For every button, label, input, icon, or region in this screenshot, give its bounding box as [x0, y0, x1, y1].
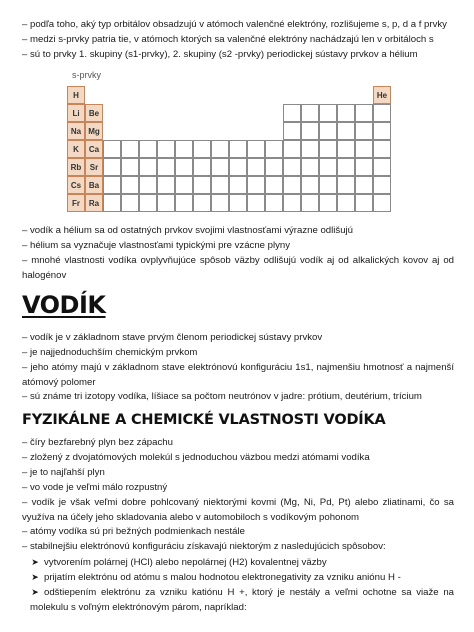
arrow-item-text: vytvorením polárnej (HCl) alebo nepolárnej (H2) kovalentnej väzby: [44, 557, 327, 568]
empty-cell: [355, 194, 373, 212]
empty-cell: [319, 104, 337, 122]
empty-cell: [157, 194, 175, 212]
element-cell-h: H: [67, 86, 85, 104]
empty-cell: [121, 194, 139, 212]
empty-cell: [211, 140, 229, 158]
empty-cell: [229, 176, 247, 194]
empty-cell: [283, 158, 301, 176]
element-cell-cs: Cs: [67, 176, 85, 194]
prop-line-7: – stabilnejšiu elektrónovú konfiguráciu získavajú niektorým z nasledujúcich spôsobov:: [22, 541, 386, 552]
empty-cell: [175, 158, 193, 176]
empty-cell: [265, 176, 283, 194]
empty-cell: [337, 194, 355, 212]
empty-cell: [229, 158, 247, 176]
empty-cell: [373, 122, 391, 140]
empty-cell: [355, 140, 373, 158]
empty-cell: [283, 140, 301, 158]
empty-cell: [337, 122, 355, 140]
empty-cell: [337, 104, 355, 122]
empty-cell: [139, 176, 157, 194]
empty-cell: [157, 158, 175, 176]
empty-cell: [139, 194, 157, 212]
empty-cell: [139, 158, 157, 176]
empty-cell: [283, 104, 301, 122]
prop-line-5: – vodík je však veľmi dobre pohlcovaný niektorými kovmi (Mg, Ni, Pd, Pt) alebo zliatinami, čo sa využíva na účely jeho skladovania alebo v automobiloch s vodíkovým pohonom: [22, 497, 454, 523]
prop-line-1: – číry bezfarebný plyn bez zápachu: [22, 437, 173, 448]
empty-cell: [175, 140, 193, 158]
sub-heading: FYZIKÁLNE A CHEMICKÉ VLASTNOSTI VODÍKA: [22, 412, 386, 428]
empty-cell: [211, 176, 229, 194]
vodik-line-4: – sú známe tri izotopy vodíka, líšiace sa počtom neutrónov v jadre: prótium, deutérium, trícium: [22, 391, 422, 402]
prop-line-6: – atómy vodíka sú pri bežných podmienkach nestále: [22, 526, 245, 537]
empty-cell: [301, 158, 319, 176]
empty-cell: [121, 140, 139, 158]
empty-cell: [247, 176, 265, 194]
empty-cell: [373, 104, 391, 122]
empty-cell: [175, 176, 193, 194]
element-cell-sr: Sr: [85, 158, 103, 176]
empty-cell: [373, 158, 391, 176]
figure-label: s-prvky: [72, 70, 101, 80]
element-cell-mg: Mg: [85, 122, 103, 140]
empty-cell: [265, 194, 283, 212]
empty-cell: [301, 176, 319, 194]
empty-cell: [139, 140, 157, 158]
arrow-bullet-icon: ➤: [31, 572, 39, 582]
arrow-item-1: [30, 555, 454, 571]
element-cell-li: Li: [67, 104, 85, 122]
vodik-line-3: – jeho atómy majú v základnom stave elektrónovú konfiguráciu 1s1, najmenšiu hmotnosť a najmenší atómový polomer: [22, 362, 454, 388]
arrow-bullet-icon: ➤: [31, 587, 39, 597]
empty-cell: [319, 176, 337, 194]
empty-cell: [211, 194, 229, 212]
arrow-item-text: odštiepením elektrónu za vzniku katiónu H +, ktorý je nestály a veľmi ochotne sa viaže na molekulu s voľným elektrónovým párom, napríklad:: [30, 587, 454, 613]
element-cell-k: K: [67, 140, 85, 158]
empty-cell: [157, 140, 175, 158]
empty-cell: [121, 176, 139, 194]
empty-cell: [373, 140, 391, 158]
empty-cell: [283, 122, 301, 140]
empty-cell: [193, 158, 211, 176]
intro-line-3: – sú to prvky 1. skupiny (s1-prvky), 2. skupiny (s2 -prvky) periodickej sústavy prvkov a hélium: [22, 49, 418, 60]
empty-cell: [247, 158, 265, 176]
empty-cell: [247, 140, 265, 158]
empty-cell: [301, 140, 319, 158]
empty-cell: [193, 176, 211, 194]
empty-cell: [301, 194, 319, 212]
intro-line-1: – podľa toho, aký typ orbitálov obsadzujú v atómoch valenčné elektróny, rozlišujeme s, p, d a f prvky: [22, 19, 447, 30]
empty-cell: [229, 140, 247, 158]
vodik-line-1: – vodík je v základnom stave prvým členom periodickej sústavy prvkov: [22, 332, 323, 343]
element-cell-ra: Ra: [85, 194, 103, 212]
element-cell-fr: Fr: [67, 194, 85, 212]
element-cell-na: Na: [67, 122, 85, 140]
empty-cell: [103, 140, 121, 158]
arrow-item-3: [30, 585, 454, 615]
empty-cell: [103, 194, 121, 212]
empty-cell: [355, 176, 373, 194]
arrow-bullet-icon: ➤: [31, 557, 39, 567]
empty-cell: [355, 104, 373, 122]
arrow-item-text: prijatím elektrónu od atómu s malou hodnotou elektronegativity za vzniku aniónu H -: [44, 572, 401, 583]
empty-cell: [103, 158, 121, 176]
empty-cell: [337, 176, 355, 194]
empty-cell: [337, 158, 355, 176]
intro-line-2: – medzi s-prvky patria tie, v atómoch ktorých sa valenčné elektróny nachádzajú len v orbitáloch s: [22, 34, 434, 45]
empty-cell: [265, 158, 283, 176]
element-cell-he: He: [373, 86, 391, 104]
empty-cell: [301, 104, 319, 122]
main-heading: VODÍK: [22, 291, 106, 319]
empty-cell: [319, 158, 337, 176]
empty-cell: [211, 158, 229, 176]
empty-cell: [319, 122, 337, 140]
empty-cell: [103, 176, 121, 194]
empty-cell: [121, 158, 139, 176]
empty-cell: [283, 176, 301, 194]
helium-line: – hélium sa vyznačuje vlastnosťami typickými pre vzácne plyny: [22, 240, 291, 251]
element-cell-ba: Ba: [85, 176, 103, 194]
arrow-item-2: [30, 570, 454, 586]
empty-cell: [355, 122, 373, 140]
empty-cell: [193, 140, 211, 158]
empty-cell: [283, 194, 301, 212]
empty-cell: [373, 176, 391, 194]
empty-cell: [175, 194, 193, 212]
vodik-line-2: – je najjednoduchším chemickým prvkom: [22, 347, 198, 358]
prop-line-3: – je to najľahší plyn: [22, 467, 105, 478]
empty-cell: [265, 140, 283, 158]
empty-cell: [319, 140, 337, 158]
empty-cell: [157, 176, 175, 194]
empty-cell: [355, 158, 373, 176]
empty-cell: [193, 194, 211, 212]
hydrogen-helium-line: – vodík a hélium sa od ostatných prvkov svojimi vlastnosťami výrazne odlišujú: [22, 225, 353, 236]
empty-cell: [373, 194, 391, 212]
empty-cell: [319, 194, 337, 212]
element-cell-ca: Ca: [85, 140, 103, 158]
prop-line-2: – zložený z dvojatómových molekúl s jednoduchou väzbou medzi atómami vodíka: [22, 452, 370, 463]
prop-line-4: – vo vode je veľmi málo rozpustný: [22, 482, 168, 493]
element-cell-be: Be: [85, 104, 103, 122]
empty-cell: [337, 140, 355, 158]
empty-cell: [301, 122, 319, 140]
empty-cell: [247, 194, 265, 212]
hydrogen-properties-line: – mnohé vlastnosti vodíka ovplyvňujúce spôsob väzby odlišujú vodík aj od alkalických kovov aj od halogénov: [22, 255, 454, 281]
element-cell-rb: Rb: [67, 158, 85, 176]
empty-cell: [229, 194, 247, 212]
